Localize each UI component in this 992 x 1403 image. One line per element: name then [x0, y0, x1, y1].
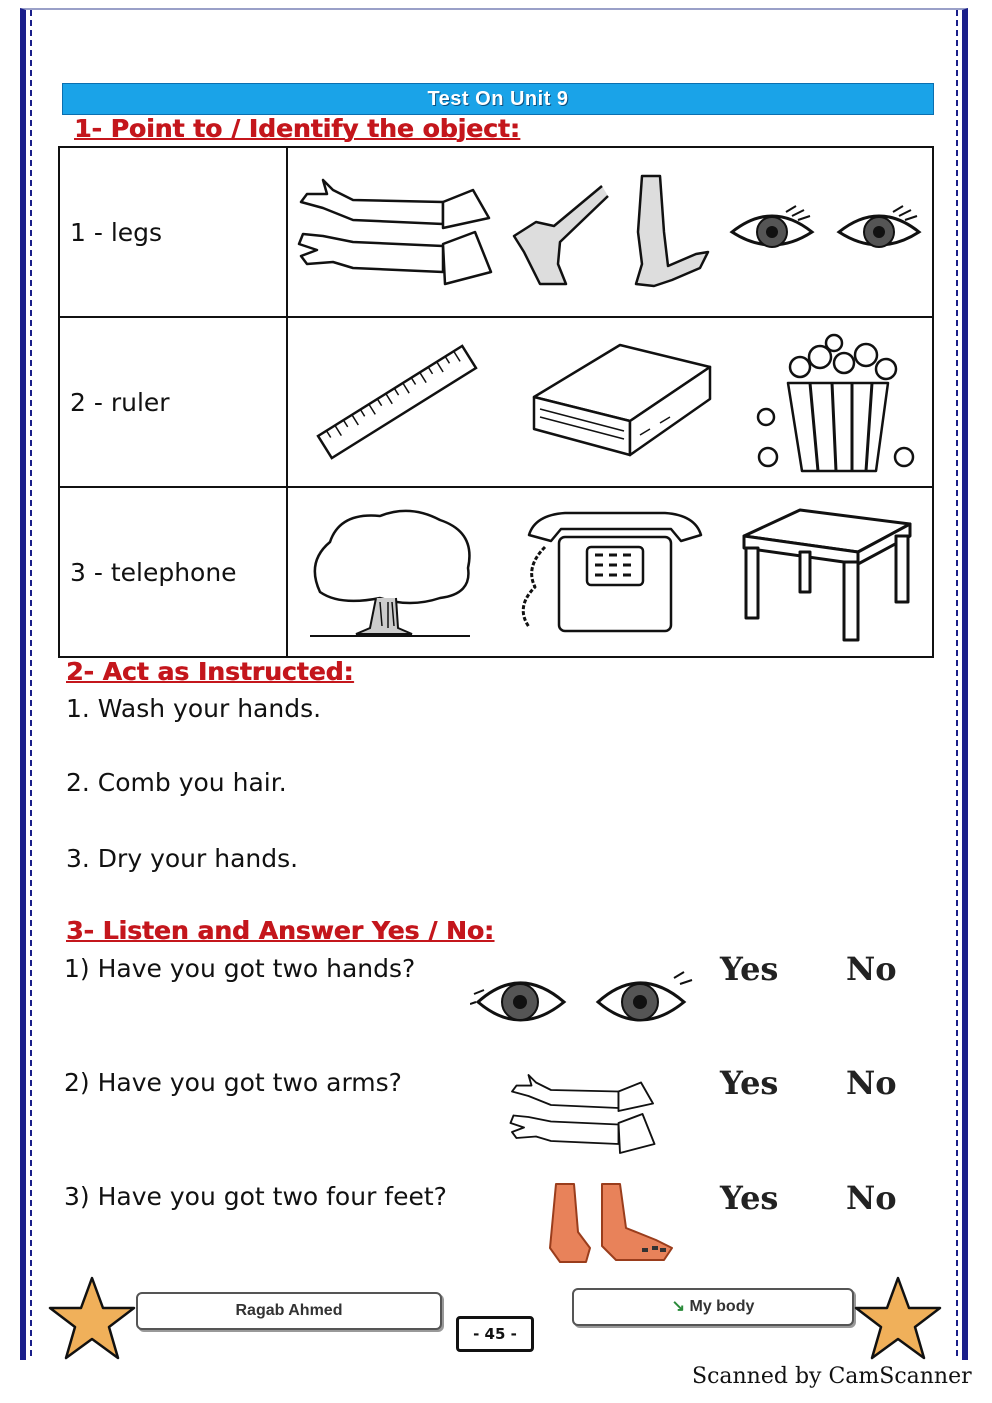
no-option[interactable]: No [846, 1179, 897, 1217]
row-label-telephone: 3 - telephone [59, 487, 287, 657]
section1-heading: 1- Point to / Identify the object: [74, 114, 520, 143]
foot-picture[interactable] [504, 172, 614, 292]
eye-icon[interactable] [724, 202, 820, 262]
instruction-item: 2. Comb you hair. [66, 768, 287, 797]
table-row [59, 147, 933, 317]
question-3: 3) Have you got two four feet? [64, 1182, 447, 1211]
author-box: Ragab Ahmed [136, 1292, 442, 1330]
star-icon [48, 1276, 136, 1360]
section3-heading: 3- Listen and Answer Yes / No: [66, 916, 494, 945]
question-2: 2) Have you got two arms? [64, 1068, 402, 1097]
book-picture[interactable] [520, 337, 720, 467]
tree-picture[interactable] [300, 502, 480, 642]
star-icon [854, 1276, 942, 1360]
leg-picture[interactable] [624, 172, 714, 292]
table-row [59, 487, 933, 657]
row-pictures [287, 317, 933, 487]
instruction-item: 1. Wash your hands. [66, 694, 322, 723]
row-pictures [287, 487, 933, 657]
yes-option[interactable]: Yes [720, 950, 779, 988]
arms-picture [506, 1066, 656, 1162]
page-number: - 45 - [456, 1316, 534, 1352]
question-1: 1) Have you got two hands? [64, 954, 416, 983]
table-row [59, 317, 933, 487]
eye-icon[interactable] [831, 202, 927, 262]
unit-label: My body [689, 1298, 755, 1315]
page-title: Test On Unit 9 [62, 83, 934, 115]
telephone-picture[interactable] [505, 507, 705, 637]
instruction-item: 3. Dry your hands. [66, 844, 299, 873]
row-pictures [287, 147, 933, 317]
no-option[interactable]: No [846, 1064, 897, 1102]
feet-picture [546, 1178, 676, 1268]
yes-option[interactable]: Yes [720, 1064, 779, 1102]
yes-option[interactable]: Yes [720, 1179, 779, 1217]
table-picture[interactable] [730, 502, 920, 642]
eyes-picture [470, 964, 700, 1044]
no-option[interactable]: No [846, 950, 897, 988]
popcorn-picture[interactable] [748, 327, 918, 477]
scanner-watermark: Scanned by CamScanner [692, 1364, 972, 1389]
pencil-icon: ↘ [671, 1298, 686, 1315]
unit-label-box [572, 1288, 854, 1326]
arms-picture[interactable] [293, 172, 493, 292]
row-label-ruler: 2 - ruler [59, 317, 287, 487]
ruler-picture[interactable] [302, 337, 492, 467]
identify-objects-table [58, 146, 934, 658]
section2-heading: 2- Act as Instructed: [66, 657, 354, 686]
row-label-legs: 1 - legs [59, 147, 287, 317]
